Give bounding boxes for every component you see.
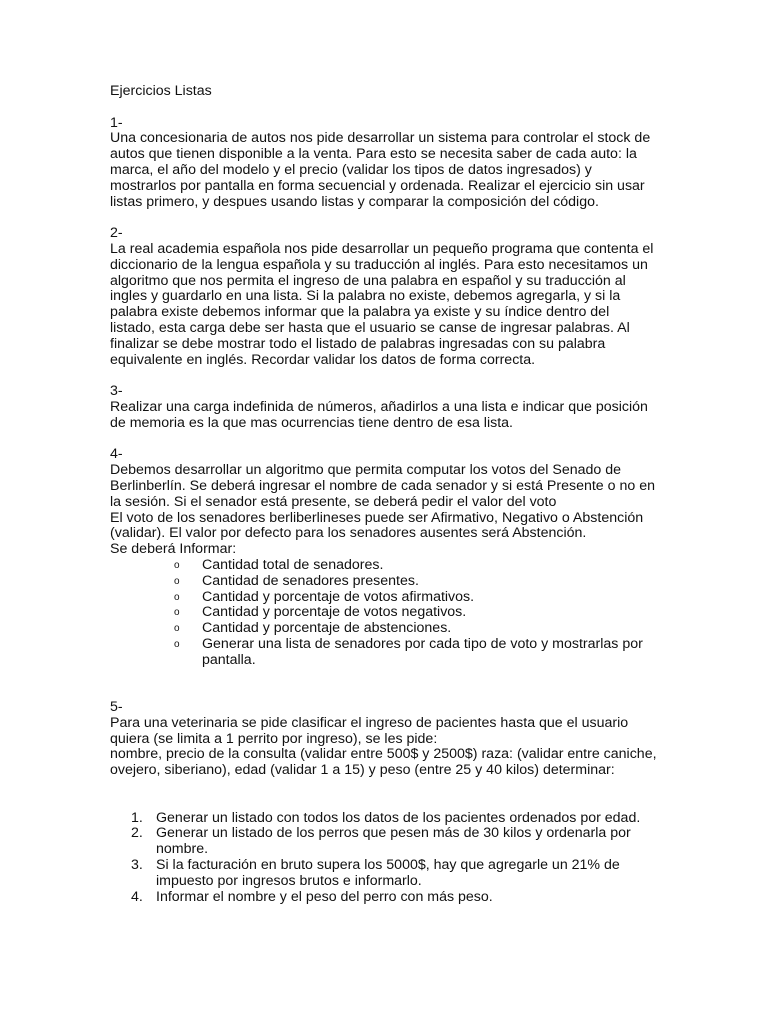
exercise-4 — [110, 447, 658, 668]
exercise-paragraph: El voto de los senadores berliberlineses puede ser Afirmativo, Negativo o Abstención (validar). El valor por defecto para los senadores ausentes será Abstención. — [110, 509, 644, 542]
list-number: 4. — [131, 888, 143, 905]
list-item-text: Cantidad de senadores presentes. — [202, 572, 419, 589]
list-item-text: Cantidad total de senadores. — [202, 556, 384, 573]
list-item-text: Generar un listado con todos los datos de los pacientes ordenados por edad. — [156, 809, 641, 826]
list-item — [131, 825, 658, 858]
bullet-marker: o — [174, 623, 180, 635]
list-item-text: Generar un listado de los perros que pesen más de 30 kilos y ordenarla por nombre. — [156, 825, 631, 858]
bullet-marker: o — [174, 638, 180, 650]
bullet-marker: o — [174, 559, 180, 571]
exercise-number: 5- — [110, 699, 123, 716]
list-number: 2. — [131, 825, 143, 842]
exercise-paragraph: nombre, precio de la consulta (validar entre 500$ y 2500$) raza: (validar entre caniche, ovejero, siberiano), edad (validar 1 a 15) y peso (entre 25 y 40 kilos) determinar: — [110, 746, 657, 779]
exercise-5 — [110, 700, 658, 905]
list-item-text: Cantidad y porcentaje de votos negativos. — [202, 604, 467, 621]
exercise-number: 2- — [110, 225, 123, 242]
list-item — [131, 809, 658, 827]
list-item — [131, 857, 658, 890]
exercise-2 — [110, 226, 658, 368]
list-item-text: Generar una lista de senadores por cada tipo de voto y mostrarlas por pantalla. — [202, 635, 643, 668]
exercise-1 — [110, 116, 658, 211]
exercise-paragraph: Se deberá Informar: — [110, 541, 237, 558]
bullet-marker: o — [174, 607, 180, 619]
exercise-number: 4- — [110, 446, 123, 463]
exercise-paragraph: Para una veterinaria se pide clasificar el ingreso de pacientes hasta que el usuario quiera (se limita a 1 perrito por ingreso), se les pide: — [110, 714, 629, 747]
list-item — [174, 635, 658, 669]
exercise-3 — [110, 384, 658, 431]
list-item-text: Informar el nombre y el peso del perro con más peso. — [156, 888, 493, 905]
list-item — [174, 572, 658, 590]
task-numbered-list — [110, 811, 658, 906]
document-title: Ejercicios Listas — [110, 83, 212, 99]
list-number: 3. — [131, 857, 143, 874]
list-item — [131, 888, 658, 906]
exercise-number: 3- — [110, 383, 123, 400]
bullet-marker: o — [174, 591, 180, 603]
bullet-marker: o — [174, 575, 180, 587]
exercise-paragraph: Debemos desarrollar un algoritmo que permita computar los votos del Senado de Berlinberlín. Se deberá ingresar el nombre de cada senador y si está Presente o no en la sesión. Si el senador está presente, se deberá pedir el valor del voto — [110, 462, 655, 510]
list-item-text: Si la facturación en bruto supera los 5000$, hay que agregarle un 21% de impuesto por ingresos brutos e informarlo. — [156, 857, 620, 889]
spacer — [110, 684, 658, 700]
list-item — [174, 588, 658, 606]
spacer — [110, 779, 658, 811]
list-item — [174, 556, 658, 574]
list-item — [174, 620, 658, 637]
list-item-text: Cantidad y porcentaje de votos afirmativos. — [202, 588, 475, 605]
list-number: 1. — [131, 809, 143, 826]
exercise-paragraph: Realizar una carga indefinida de números, añadirlos a una lista e indicar que posición de memoria es la que mas ocurrencias tiene dentro de esa lista. — [110, 398, 648, 431]
exercise-paragraph: La real academia española nos pide desarrollar un pequeño programa que contenta el diccionario de la lengua española y su traducción al inglés. Para esto necesitamos un algoritmo que nos permita el ingreso de una palabra en español y su traducción al ingles y guardarlo en una lista. Si la palabra no existe, debemos agregarla, y si la palabra existe debemos informar que la palabra ya existe y su índice dentro del listado, esta carga debe ser hasta que el usuario se canse de ingresar palabras. Al finalizar se debe mostrar todo el listado de palabras ingresadas con su palabra equivalente en inglés. Recordar validar los datos de forma correcta. — [110, 240, 654, 368]
report-bullet-list — [110, 558, 658, 669]
document-page — [110, 84, 658, 921]
list-item-text: Cantidad y porcentaje de abstenciones. — [202, 620, 452, 637]
list-item — [174, 604, 658, 621]
exercise-paragraph: Una concesionaria de autos nos pide desarrollar un sistema para controlar el stock de autos que tienen disponible a la venta. Para esto se necesita saber de cada auto: la marca, el año del modelo y el precio (validar los tipos de datos ingresados) y mostrarlos por pantalla en forma secuencial y ordenada. Realizar el ejercicio sin usar listas primero, y despues usando listas y comparar la composición del código. — [110, 130, 651, 210]
exercise-number: 1- — [110, 114, 123, 131]
